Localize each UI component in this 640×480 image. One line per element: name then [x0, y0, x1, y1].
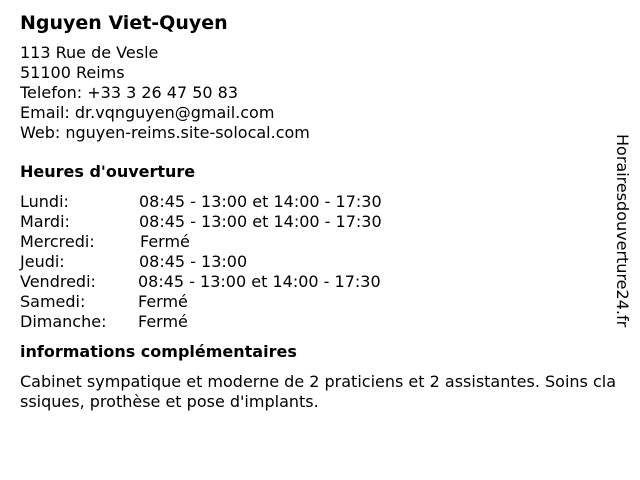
time-value: Fermé	[140, 232, 190, 251]
time-value: Fermé	[138, 312, 188, 331]
day-label: Jeudi:	[20, 252, 65, 271]
hours-row-saturday	[20, 292, 630, 312]
time-value: 08:45 - 13:00	[139, 252, 248, 271]
email-line: Email: dr.vqnguyen@gmail.com	[20, 103, 275, 122]
opening-hours-heading: Heures d'ouverture	[20, 162, 196, 181]
day-label: Dimanche:	[20, 312, 107, 331]
day-label: Samedi:	[20, 292, 86, 311]
opening-hours-table	[20, 192, 630, 332]
hours-row-monday	[20, 192, 630, 212]
web-line: Web: nguyen-reims.site-solocal.com	[20, 123, 310, 142]
business-listing	[20, 11, 630, 412]
street-address: 113 Rue de Vesle	[20, 43, 159, 62]
day-label: Mercredi:	[20, 232, 95, 251]
hours-row-wednesday	[20, 232, 630, 252]
hours-row-sunday	[20, 312, 630, 332]
contact-block	[20, 43, 630, 143]
business-name: Nguyen Viet-Quyen	[20, 12, 228, 34]
hours-row-tuesday	[20, 212, 630, 232]
phone-line: Telefon: +33 3 26 47 50 83	[20, 83, 239, 102]
time-value: 08:45 - 13:00 et 14:00 - 17:30	[139, 192, 382, 211]
time-value: Fermé	[138, 292, 188, 311]
hours-row-friday	[20, 272, 630, 292]
hours-row-thursday	[20, 252, 630, 272]
time-value: 08:45 - 13:00 et 14:00 - 17:30	[138, 272, 381, 291]
day-label: Lundi:	[20, 192, 69, 211]
time-value: 08:45 - 13:00 et 14:00 - 17:30	[139, 212, 382, 231]
additional-info-heading: informations complémentaires	[20, 342, 297, 361]
city-address: 51100 Reims	[20, 63, 125, 82]
day-label: Vendredi:	[20, 272, 96, 291]
day-label: Mardi:	[20, 212, 70, 231]
site-watermark: Horairesdouverture24.fr	[613, 134, 632, 328]
additional-info-text: Cabinet sympatique et moderne de 2 praticiens et 2 assistantes. Soins classiques, prothèse et pose d'implants.	[20, 372, 616, 411]
